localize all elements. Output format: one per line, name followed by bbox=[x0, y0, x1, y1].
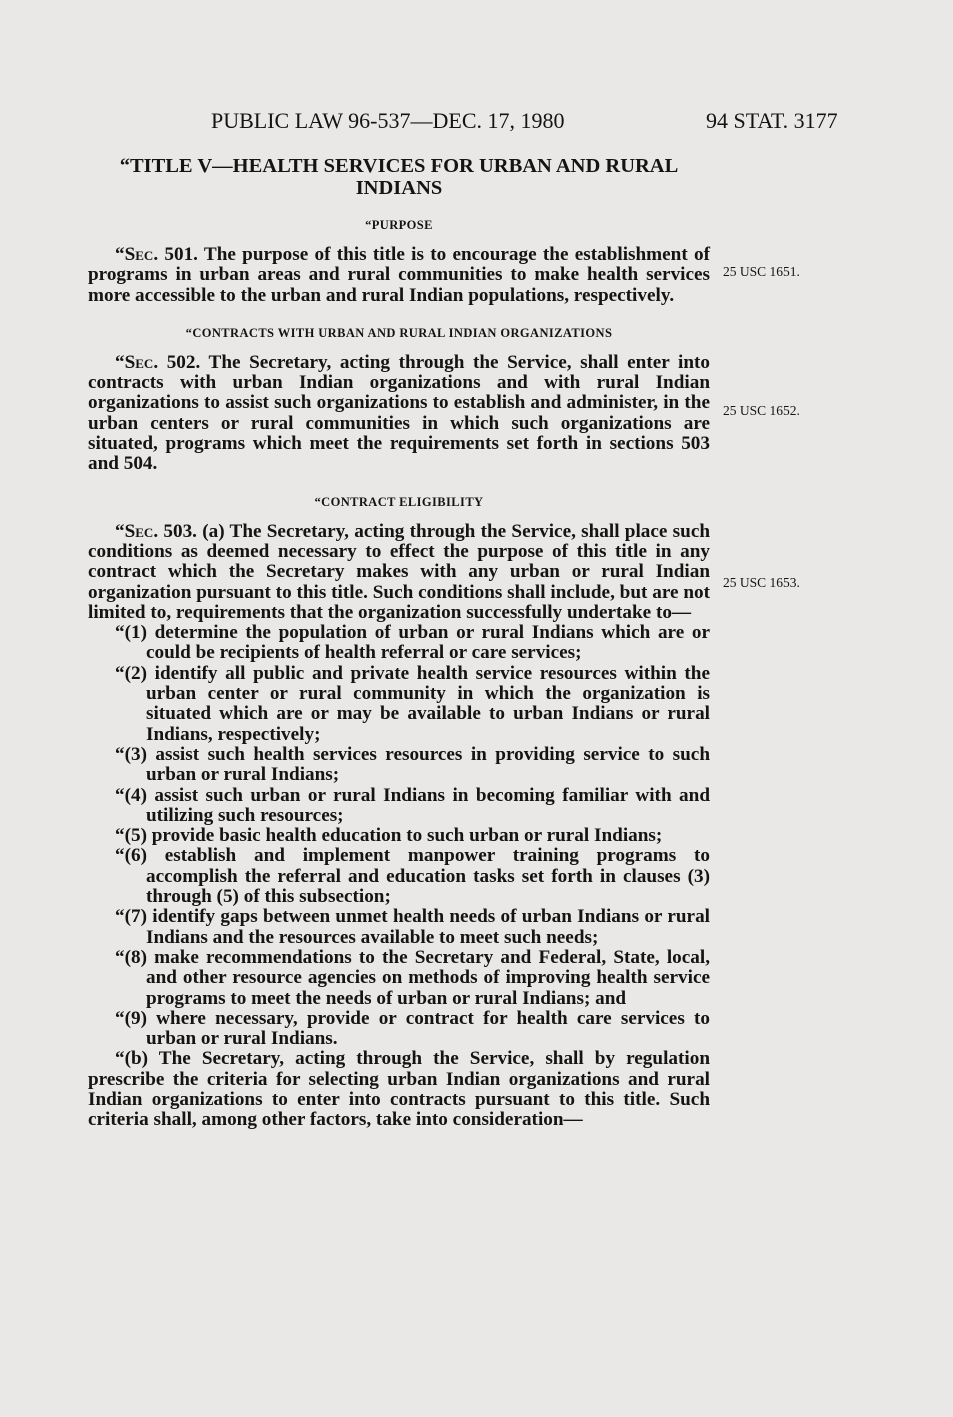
list-item: “(8) make recommendations to the Secretary and Federal, State, local, and other resource agencies on methods of improving health service programs to meet the needs of urban or rural Indians; and bbox=[115, 946, 710, 1009]
list-item: “(1) determine the population of urban or rural Indians which are or could be recipients of health referral or care services; bbox=[115, 622, 710, 664]
title-heading: “TITLE V—HEALTH SERVICES FOR URBAN AND RURAL INDIANS bbox=[119, 155, 679, 199]
list-item: “(5) provide basic health education to such urban or rural Indians; bbox=[115, 825, 663, 847]
section-503-text: (a) The Secretary, acting through the Service, shall place such conditions as deemed necessary to effect the purpose of this title in any contract which the Secretary makes with any urban or rural Indian organization pursuant to this title. Such conditions shall include, but are not limited to, requirements that the organization successfully undertake to— bbox=[88, 520, 711, 623]
margin-citation-502: 25 USC 1652. bbox=[723, 403, 800, 418]
section-501 bbox=[88, 245, 710, 306]
caption-eligibility: “CONTRACT ELIGIBILITY bbox=[314, 494, 484, 509]
list-item: “(9) where necessary, provide or contract for health care services to urban or rural Indians. bbox=[115, 1007, 710, 1050]
section-501-text: The purpose of this title is to encourage the establishment of programs in urban areas and rural communities to make health services more accessible to the urban and rural Indian populations, respectively. bbox=[88, 244, 710, 306]
margin-citation-501: 25 USC 1651. bbox=[723, 264, 800, 279]
list-item: “(3) assist such health services resources in providing service to such urban or rural Indians; bbox=[115, 743, 710, 786]
list-item: “(4) assist such urban or rural Indians in becoming familiar with and utilizing such resources; bbox=[115, 784, 710, 826]
running-header-law: PUBLIC LAW 96-537—DEC. 17, 1980 bbox=[211, 108, 565, 133]
running-header-stat: 94 STAT. 3177 bbox=[706, 108, 838, 133]
section-503-paragraph bbox=[88, 522, 710, 623]
list-item: “(7) identify gaps between unmet health needs of urban Indians or rural Indians and the resources available to meet such needs; bbox=[115, 906, 710, 948]
margin-citation-503: 25 USC 1653. bbox=[723, 575, 800, 590]
section-501-label: “Sec. 501. bbox=[115, 244, 198, 265]
caption-contracts: “CONTRACTS WITH URBAN AND RURAL INDIAN ORGANIZATIONS bbox=[185, 325, 613, 340]
section-502 bbox=[88, 353, 710, 475]
section-502-paragraph bbox=[88, 353, 710, 475]
list-item: “(2) identify all public and private health service resources within the urban center or rural community in which the organization is situated which are or may be available to urban Indians or rural Indians, respectively; bbox=[115, 662, 710, 745]
list-item: “(6) establish and implement manpower training programs to accomplish the referral and education tasks set forth in clauses (3) through (5) of this subsection; bbox=[115, 845, 710, 908]
caption-purpose: “PURPOSE bbox=[365, 218, 433, 232]
section-501-paragraph bbox=[88, 245, 710, 306]
section-502-text: The Secretary, acting through the Service, shall enter into contracts with urban Indian organizations and with rural Indian organizations to assist such organizations to establish and administer, in the urban centers or rural communities in which such organizations are situated, programs which meet the requirements set forth in sections 503 and 504. bbox=[88, 351, 710, 475]
section-503b-paragraph: “(b) The Secretary, acting through the Service, shall by regulation prescribe the criteria for selecting urban Indian organizations and rural Indian organizations to enter into contracts pursuant to this title. Such criteria shall, among other factors, take into consideration— bbox=[88, 1048, 710, 1131]
section-503 bbox=[88, 522, 710, 1131]
body-column bbox=[88, 155, 710, 1131]
section-502-label: “Sec. 502. bbox=[115, 351, 201, 373]
section-503-label: “Sec. 503. bbox=[115, 520, 197, 542]
